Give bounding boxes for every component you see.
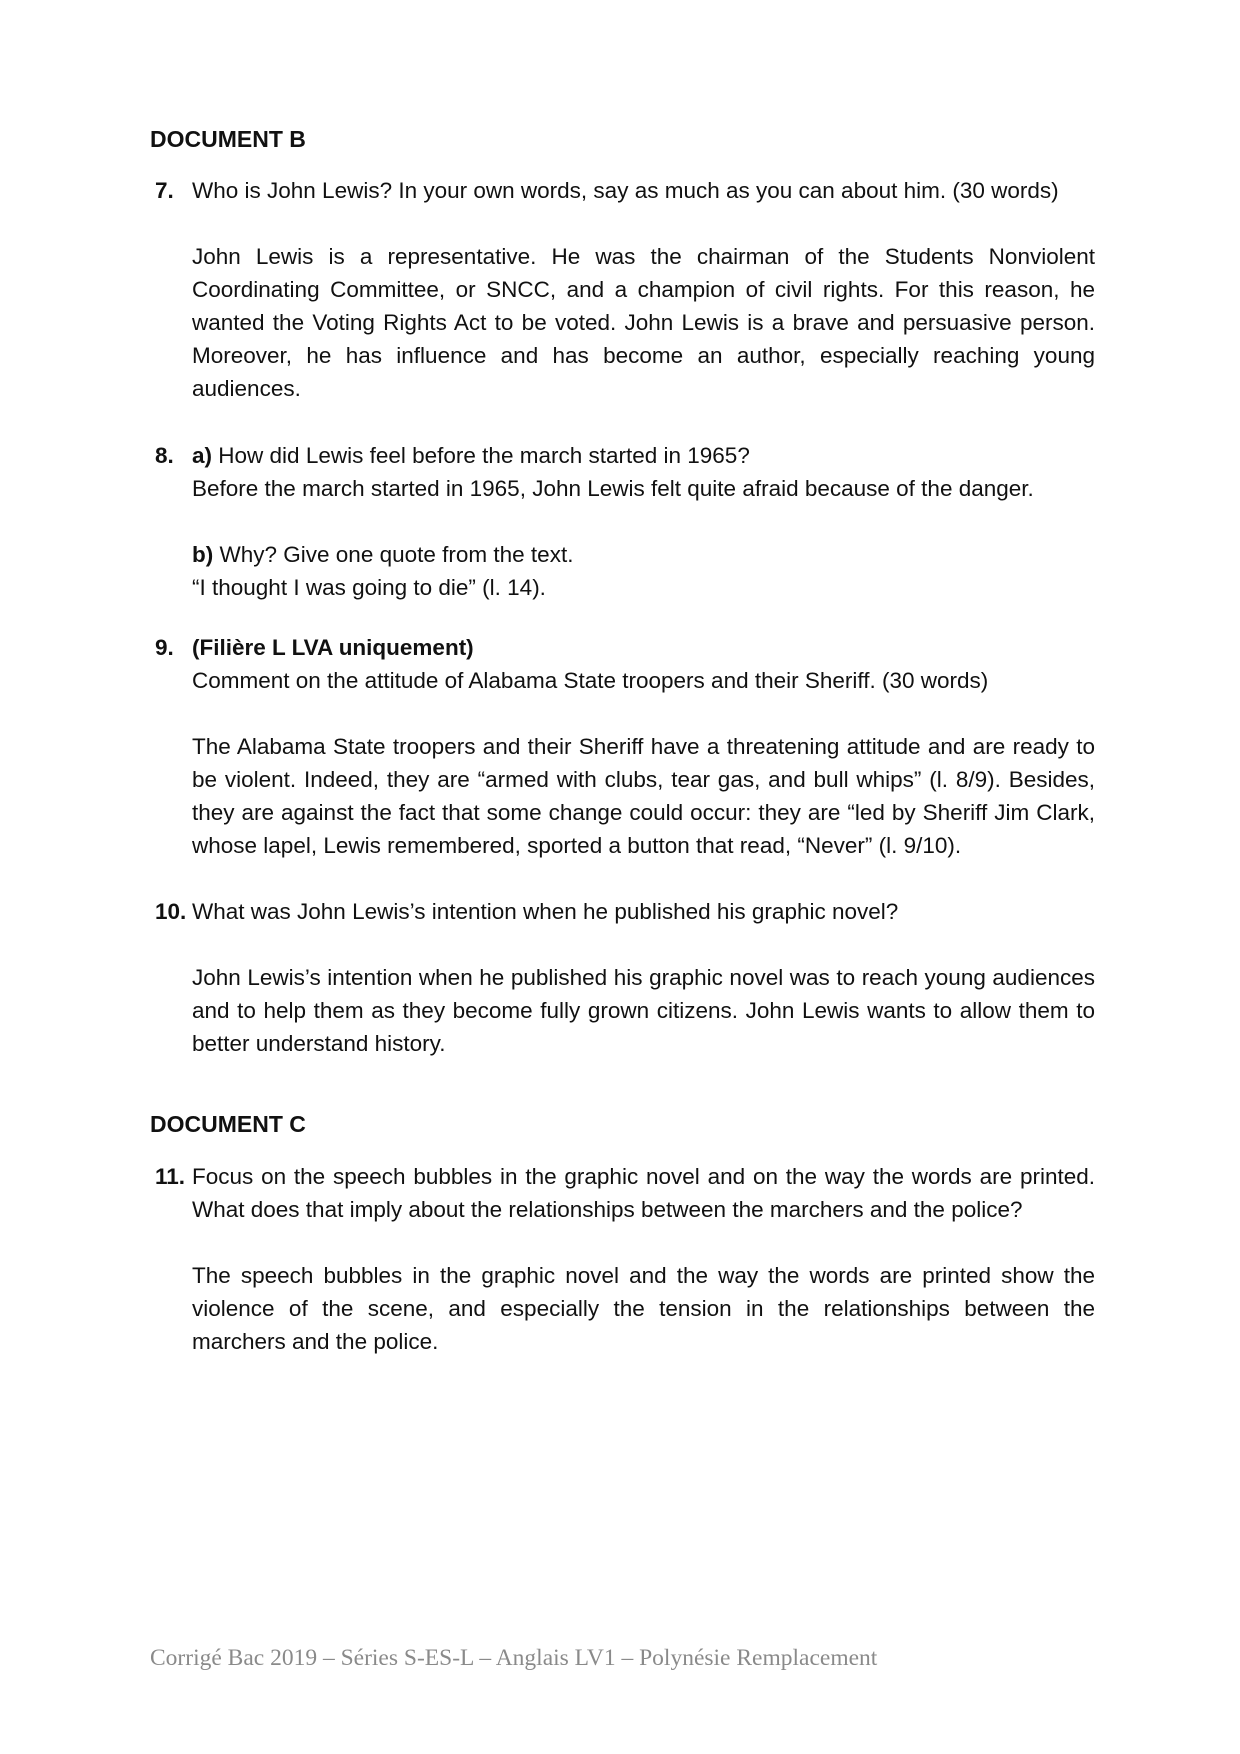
question-tag: (Filière L LVA uniquement)	[192, 635, 474, 660]
page-footer: Corrigé Bac 2019 – Séries S-ES-L – Anglais LV1 – Polynésie Remplacement	[150, 1645, 878, 1671]
answer-text: John Lewis is a representative. He was the chairman of the Students Nonviolent Coordinating Committee, or SNCC, and a champion of civil rights. For this reason, he wanted the Voting Rights Act to be voted. John Lewis is a brave and persuasive person. Moreover, he has influence and has become an author, especially reaching young audiences.	[192, 244, 1095, 401]
question-8b	[192, 538, 1095, 571]
question-7	[150, 174, 1100, 405]
question-text: Focus on the speech bubbles in the graphic novel and on the way the words are printed. What does that imply about the relationships between the marchers and the police?	[192, 1164, 1095, 1222]
sub-label: a)	[192, 443, 213, 468]
question-number: 10.	[155, 899, 187, 924]
question-10	[150, 895, 1100, 1060]
answer-text: Before the march started in 1965, John Lewis felt quite afraid because of the danger.	[192, 476, 1034, 501]
section-heading-document-c: DOCUMENT C	[150, 1111, 306, 1137]
answer-text: John Lewis’s intention when he published his graphic novel was to reach young audiences and to help them as they become fully grown citizens. John Lewis wants to allow them to better understand history.	[192, 965, 1095, 1056]
question-text: Comment on the attitude of Alabama State troopers and their Sheriff. (30 words)	[192, 668, 989, 693]
answer-text: The Alabama State troopers and their Sheriff have a threatening attitude and are ready to be violent. Indeed, they are “armed with clubs, tear gas, and bull whips” (l. 8/9). Besides, they are against the fact that some change could occur: they are “led by Sheriff Jim Clark, whose lapel, Lewis remembered, sported a button that read, “Never” (l. 9/10).	[192, 734, 1095, 858]
answer-text: “I thought I was going to die” (l. 14).	[192, 575, 546, 600]
question-11	[150, 1160, 1100, 1358]
question-text: Why? Give one quote from the text.	[219, 542, 574, 567]
question-text: How did Lewis feel before the march started in 1965?	[218, 443, 750, 468]
section-heading-document-b: DOCUMENT B	[150, 126, 306, 152]
sub-label: b)	[192, 542, 214, 567]
question-number: 7.	[155, 178, 174, 203]
question-9	[150, 631, 1100, 862]
question-text: What was John Lewis’s intention when he published his graphic novel?	[192, 899, 899, 924]
question-number: 11.	[155, 1164, 186, 1189]
question-number: 9.	[155, 635, 174, 660]
question-number: 8.	[155, 443, 174, 468]
answer-text: The speech bubbles in the graphic novel and the way the words are printed show the violence of the scene, and especially the tension in the relationships between the marchers and the police.	[192, 1263, 1095, 1354]
question-8a	[192, 439, 1095, 472]
question-text: Who is John Lewis? In your own words, say as much as you can about him. (30 words)	[192, 178, 1059, 203]
question-8	[150, 439, 1100, 604]
